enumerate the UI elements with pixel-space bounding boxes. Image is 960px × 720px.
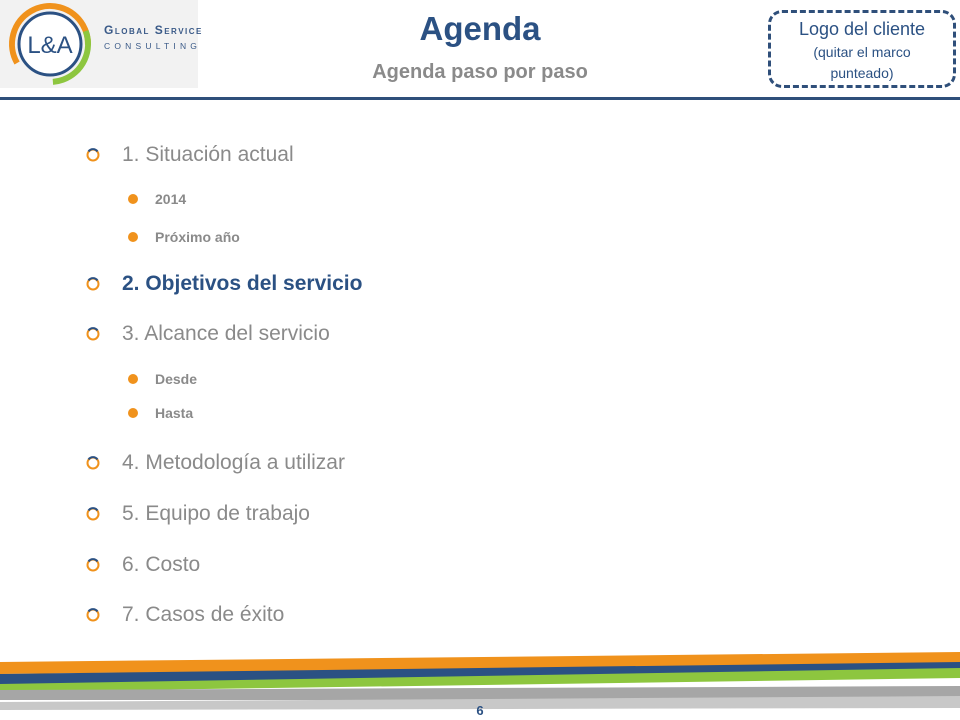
page-subtitle: Agenda paso por paso: [372, 61, 588, 83]
agenda-item: [86, 451, 345, 475]
agenda-item: [86, 603, 284, 627]
ring-bullet-icon: [86, 507, 100, 521]
agenda-item-label: 4. Metodología a utilizar: [122, 451, 345, 474]
agenda-item-label: 6. Costo: [122, 553, 201, 576]
agenda-subitem: [128, 405, 193, 421]
ring-bullet-icon: [86, 558, 100, 572]
agenda-item: [86, 143, 294, 167]
ring-bullet-icon: [86, 327, 100, 341]
agenda-item-label: 5. Equipo de trabajo: [122, 502, 310, 525]
logo-company-name: Global Service: [104, 23, 203, 37]
agenda-item-label: 3. Alcance del servicio: [122, 322, 330, 345]
ring-bullet-icon: [86, 148, 100, 162]
logo-monogram: L&A: [27, 32, 73, 59]
agenda-item-active: [86, 272, 362, 296]
ring-bullet-icon: [86, 456, 100, 470]
ring-bullet-icon: [86, 277, 100, 291]
dot-bullet-icon: [128, 194, 138, 204]
agenda-subitem-label: Desde: [155, 371, 198, 387]
logo-company-tagline: CONSULTING: [104, 41, 202, 51]
agenda-item: [86, 553, 200, 577]
agenda-item-label: 7. Casos de éxito: [122, 603, 285, 626]
agenda-item: [86, 502, 310, 526]
agenda-subitem: [128, 371, 197, 387]
agenda-item: [86, 322, 330, 346]
agenda-item-label: 2. Objetivos del servicio: [122, 272, 363, 295]
agenda-subitem-label: Hasta: [155, 405, 194, 421]
client-logo-label: Logo del cliente: [798, 19, 926, 39]
dot-bullet-icon: [128, 374, 138, 384]
page-title: Agenda: [419, 10, 541, 47]
agenda-subitem-label: 2014: [155, 191, 187, 207]
dot-bullet-icon: [128, 232, 138, 242]
ring-bullet-icon: [86, 608, 100, 622]
agenda-subitem: [128, 191, 186, 207]
dot-bullet-icon: [128, 408, 138, 418]
agenda-item-label: 1. Situación actual: [122, 143, 294, 166]
agenda-subitem: [128, 229, 240, 245]
page-number: 6: [476, 703, 484, 718]
agenda-subitem-label: Próximo año: [155, 229, 240, 245]
client-logo-note: (quitar el marco punteado): [813, 44, 911, 81]
